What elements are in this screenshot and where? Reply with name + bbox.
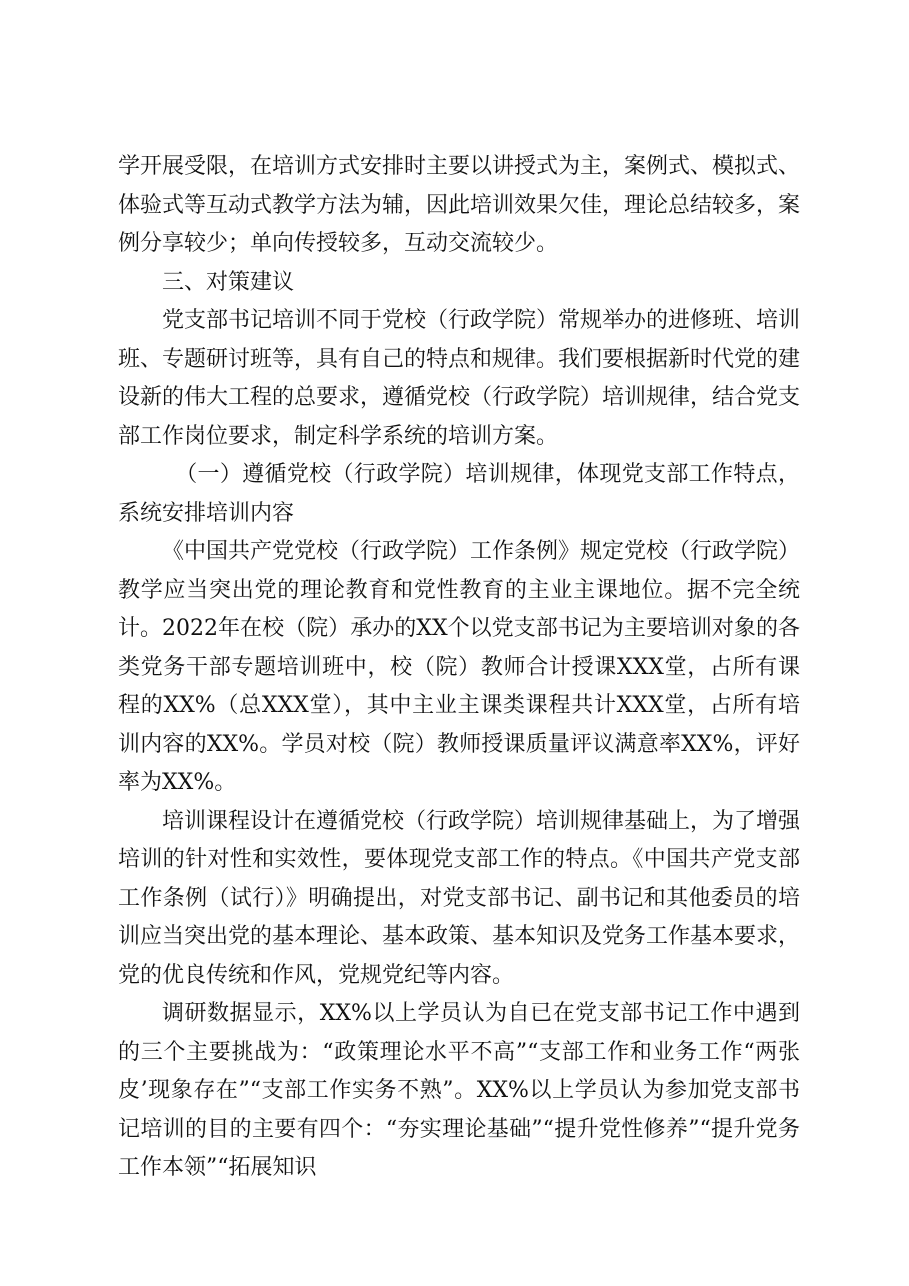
intro-paragraph: 党支部书记培训不同于党校（行政学院）常规举办的进修班、培训班、专题研讨班等，具有自己的特点和规律。我们要根据新时代党的建设新的伟大工程的总要求，遵循党校（行政学院）培训规律，结合党支部工作岗位要求，制定科学系统的培训方案。 bbox=[118, 308, 801, 449]
subsection-heading: （一）遵循党校（行政学院）培训规律，体现党支部工作特点，系统安排培训内容 bbox=[118, 462, 800, 526]
section-heading: 三、对策建议 bbox=[162, 269, 295, 295]
continuation-paragraph: 学开展受限，在培训方式安排时主要以讲授式为主，案例式、模拟式、体验式等互动式教学方法为辅，因此培训效果欠佳，理论总结较多，案例分享较少；单向传授较多，互动交流较少。 bbox=[118, 154, 801, 256]
document-body bbox=[118, 148, 800, 1188]
regulation-paragraph: 《中国共产党党校（行政学院）工作条例》规定党校（行政学院）教学应当突出党的理论教育和党性教育的主业主课地位。据不完全统计。2022年在校（院）承办的XX个以党支部书记为主要培训对象的各类党务干部专题培训班中，校（院）教师合计授课XXX堂，占所有课程的XX%（总XXX堂），其中主业主课类课程共计XXX堂，占所有培训内容的XX%。学员对校（院）教师授课质量评议满意率XX%，评好率为XX%。 bbox=[118, 539, 801, 795]
survey-paragraph: 调研数据显示，XX%以上学员认为自已在党支部书记工作中遇到的三个主要挑战为：“政策理论水平不高”“支部工作和业务工作“两张皮’现象存在”“支部工作实务不熟”。XX%以上学员认为参加党支部书记培训的目的主要有四个：“夯实理论基础”“提升党性修养”“提升党务工作本领”“拓展知识 bbox=[118, 1001, 800, 1180]
course-design-paragraph: 培训课程设计在遵循党校（行政学院）培训规律基础上，为了增强培训的针对性和实效性，要体现党支部工作的特点。《中国共产党支部工作条例（试行）》明确提出，对党支部书记、副书记和其他委员的培训应当突出党的基本理论、基本政策、基本知识及党务工作基本要求，党的优良传统和作风，党规党纪等内容。 bbox=[118, 808, 801, 988]
